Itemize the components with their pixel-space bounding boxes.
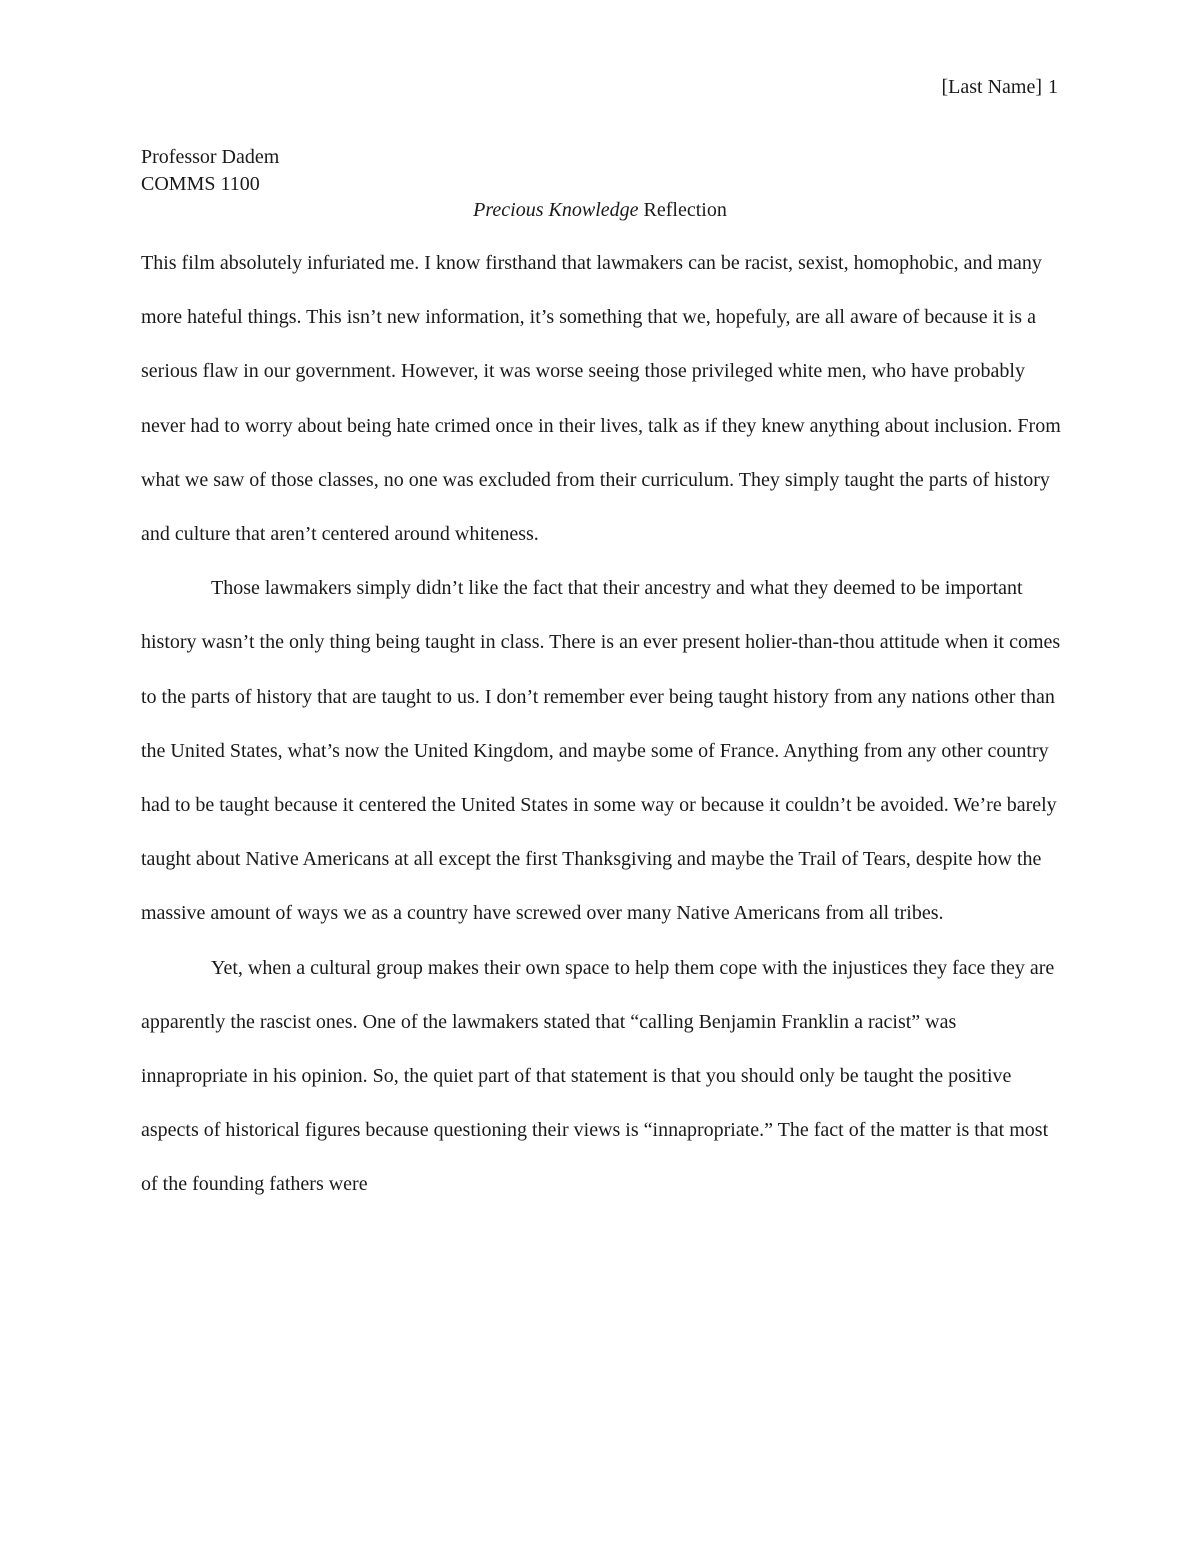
title-rest: Reflection [638,199,727,221]
professor-name: Professor Dadem [141,146,280,168]
paragraph-2: Those lawmakers simply didn’t like the fact that their ancestry and what they deemed to be important history wasn’t the only thing being taught in class. There is an ever present holier-than-thou attitude when it comes to the parts of history that are taught to us. I don’t remember ever being taught history from any nations other than the United States, what’s now the United Kingdom, and maybe some of France. Anything from any other country had to be taught because it centered the United States in some way or because it couldn’t be avoided. We’re barely taught about Native Americans at all except the first Thanksgiving and maybe the Trail of Tears, despite how the massive amount of ways we as a country have screwed over many Native Americans from all tribes. [141,577,1061,925]
document-title [0,197,1200,224]
paragraph-1: This film absolutely infuriated me. I know firsthand that lawmakers can be racist, sexist, homophobic, and many more hateful things. This isn’t new information, it’s something that we, hopefuly, are all aware of because it is a serious flaw in our government. However, it was worse seeing those privileged white men, who have probably never had to worry about being hate crimed once in their lives, talk as if they knew anything about inclusion. From what we saw of those classes, no one was excluded from their curriculum. They simply taught the parts of history and culture that aren’t centered around whiteness. [141,252,1061,546]
body-text [141,236,1061,1212]
course-name: COMMS 1100 [141,173,260,195]
page-number: 1 [1048,76,1058,98]
title-italic: Precious Knowledge [473,199,639,221]
header-last-name: [Last Name] [941,76,1042,98]
paragraph-3: Yet, when a cultural group makes their own space to help them cope with the injustices they face they are apparently the rascist ones. One of the lawmakers stated that “calling Benjamin Franklin a racist” was innapropriate in his opinion. So, the quiet part of that statement is that you should only be taught the positive aspects of historical figures because questioning their views is “innapropriate.” The fact of the matter is that most of the founding fathers were [141,956,1055,1196]
running-header [941,74,1058,100]
mla-heading [141,144,279,198]
